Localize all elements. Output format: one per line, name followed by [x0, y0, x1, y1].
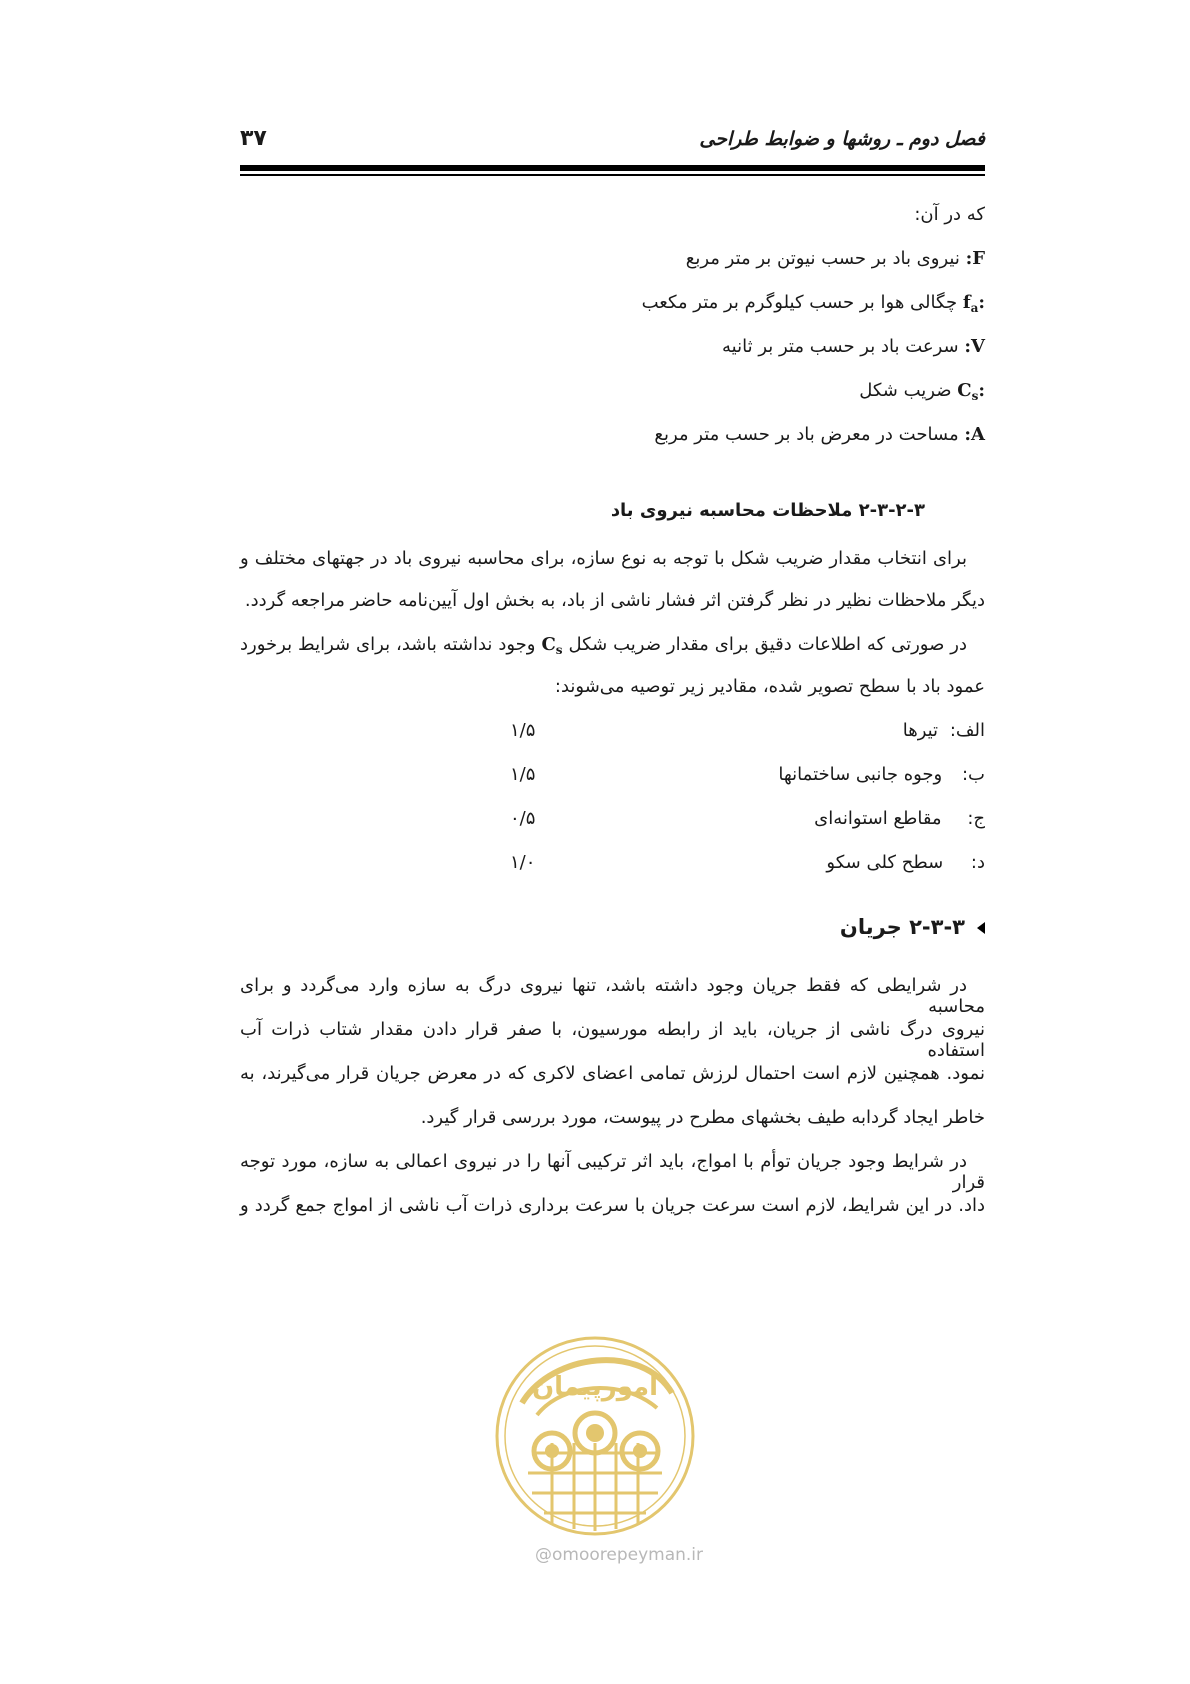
- list-value: ۱/۵: [510, 720, 536, 741]
- paragraph-line: برای انتخاب مقدار ضریب شکل با توجه به نوع سازه، برای محاسبه نیروی باد در جهتهای مختلف و: [240, 548, 967, 569]
- definition-text: ضریب شکل: [859, 380, 952, 401]
- watermark-url: @omoorepeyman.ir: [535, 1545, 704, 1565]
- definition-text: سرعت باد بر حسب متر بر ثانیه: [722, 336, 959, 357]
- paragraph-line: نیروی درگ ناشی از جریان، باید از رابطه مورسیون، با صفر قرار دادن مقدار شتاب ذرات آب استفاده: [240, 1019, 985, 1061]
- paragraph-line: نمود. همچنین لازم است احتمال لرزش تمامی اعضای لاکری که در معرض جریان قرار می‌گیرند، به: [240, 1063, 985, 1084]
- definition-symbol: V: [971, 336, 985, 357]
- definition-item: [859, 380, 985, 403]
- watermark-logo: [492, 1333, 698, 1539]
- list-item: د: سطح کلی سکو: [826, 852, 985, 873]
- page-number: ۳۷: [240, 126, 267, 151]
- paragraph-line: در شرایطی که فقط جریان وجود داشته باشد، تنها نیروی درگ به سازه وارد می‌گردد و برای محاسبه: [240, 975, 985, 1017]
- definition-symbol: A: [971, 424, 985, 445]
- section-heading-current: ۲-۳-۳ جریان: [840, 915, 985, 939]
- definition-item: V: سرعت باد بر حسب متر بر ثانیه: [722, 336, 985, 357]
- list-item: الف: تیرها: [902, 720, 985, 741]
- list-item: ج: مقاطع استوانه‌ای: [814, 808, 985, 829]
- list-item: ب: وجوه جانبی ساختمانها: [778, 764, 985, 785]
- paragraph-line: در صورتی که اطلاعات دقیق برای مقدار ضریب شکل $C_s$ وجود نداشته باشد، برای شرایط برخورد: [240, 634, 967, 657]
- definitions-intro: که در آن:: [914, 204, 985, 225]
- definition-item: [642, 292, 985, 315]
- paragraph-line: عمود باد با سطح تصویر شده، مقادیر زیر توصیه می‌شوند:: [554, 676, 985, 697]
- watermark-logo-text: امورپیمان: [531, 1372, 659, 1402]
- definition-symbol: F: [972, 248, 985, 269]
- page-header: [240, 126, 985, 156]
- definition-symbol: $f_a$:: [962, 292, 985, 315]
- at-icon: @: [535, 1545, 552, 1565]
- list-value: ۰/۵: [510, 808, 536, 829]
- paragraph-line: در شرایط وجود جریان توأم با امواج، باید اثر ترکیبی آنها را در نیروی اعمالی به سازه، مورد توجه قرار: [240, 1151, 985, 1193]
- section-heading-wind: ۲-۳-۲-۳ ملاحظات محاسبه نیروی باد: [610, 500, 925, 521]
- paragraph-line: داد. در این شرایط، لازم است سرعت جریان با سرعت برداری ذرات آب ناشی از امواج جمع گردد و: [240, 1195, 985, 1216]
- definition-symbol: $C_s$:: [957, 380, 985, 403]
- paragraph-line: دیگر ملاحظات نظیر در نظر گرفتن اثر فشار ناشی از باد، به بخش اول آیین‌نامه حاضر مراجعه گردد.: [244, 590, 985, 611]
- list-value: ۱/۰: [510, 852, 536, 873]
- definition-text: نیروی باد بر حسب نیوتن بر متر مربع: [685, 248, 960, 269]
- triangle-bullet-icon: [977, 922, 985, 934]
- definition-text: چگالی هوا بر حسب کیلوگرم بر متر مکعب: [641, 292, 958, 313]
- header-rule-thick: [240, 165, 985, 171]
- definition-text: مساحت در معرض باد بر حسب متر مربع: [654, 424, 959, 445]
- definition-item: A: مساحت در معرض باد بر حسب متر مربع: [654, 424, 985, 445]
- header-rule-thin: [240, 174, 985, 176]
- list-value: ۱/۵: [510, 764, 536, 785]
- paragraph-line: خاطر ایجاد گردابه طیف بخشهای مطرح در پیوست، مورد بررسی قرار گیرد.: [420, 1107, 985, 1128]
- definition-item: F: نیروی باد بر حسب نیوتن بر متر مربع: [685, 248, 985, 269]
- chapter-title: فصل دوم ـ روشها و ضوابط طراحی: [699, 128, 985, 150]
